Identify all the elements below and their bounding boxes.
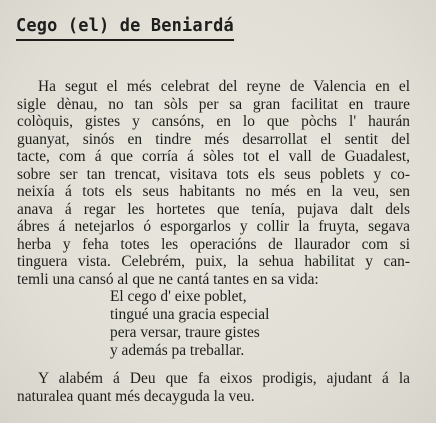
text-line: temli una cansó al que ne cantá tantes en sa vida: [17,270,319,288]
verse-line: El cego d' eixe poblet, [110,288,247,305]
text-line: colòquis, gistes y cansóns, en lo que pòchs l' haurán [17,113,410,130]
article-title: Cego (el) de Beniardá [16,14,234,41]
verse-line: y además pa treballar. [110,342,245,359]
article-paragraph-1 [17,78,410,288]
text-line: Y alabém á Deu que fa eixos prodigis, ajudant á la [38,370,410,387]
text-line: sobre ser tan trencat, visitava tots els seus poblets y co- [17,165,410,183]
article-paragraph-2 [17,370,410,405]
text-line: neixía á tots els seus habitants no més en la veu, sen [17,183,410,200]
text-line: anava á regar les hortetes que tenía, pujava dalt dels [17,200,410,218]
text-line: Ha segut el més celebrat del reyne de Valencia en el [38,78,410,95]
text-line: herba y feha totes les operacións de llaurador com si [17,235,410,253]
text-line: sigle dènau, no tan sòls per sa gran facilitat en traure [17,95,410,113]
text-line: ábres á netejarlos ó esporgarlos y collir la fruyta, segava [17,218,410,235]
verse-line: tingué una gracia especial [110,306,270,323]
text-line: naturalea quant més decayguda la veu. [17,387,255,405]
text-line: guanyat, sinós en tindre més desarrollat el sentit del [17,130,410,148]
text-line: tinguera vista. Celebrém, puix, la sehua habilitat y can- [17,253,410,270]
verse-stanza [110,288,269,360]
text-line: tacte, com á que corría á sòles tot el vall de Guadalest, [17,148,410,165]
verse-line: pera versar, traure gistes [110,324,260,341]
